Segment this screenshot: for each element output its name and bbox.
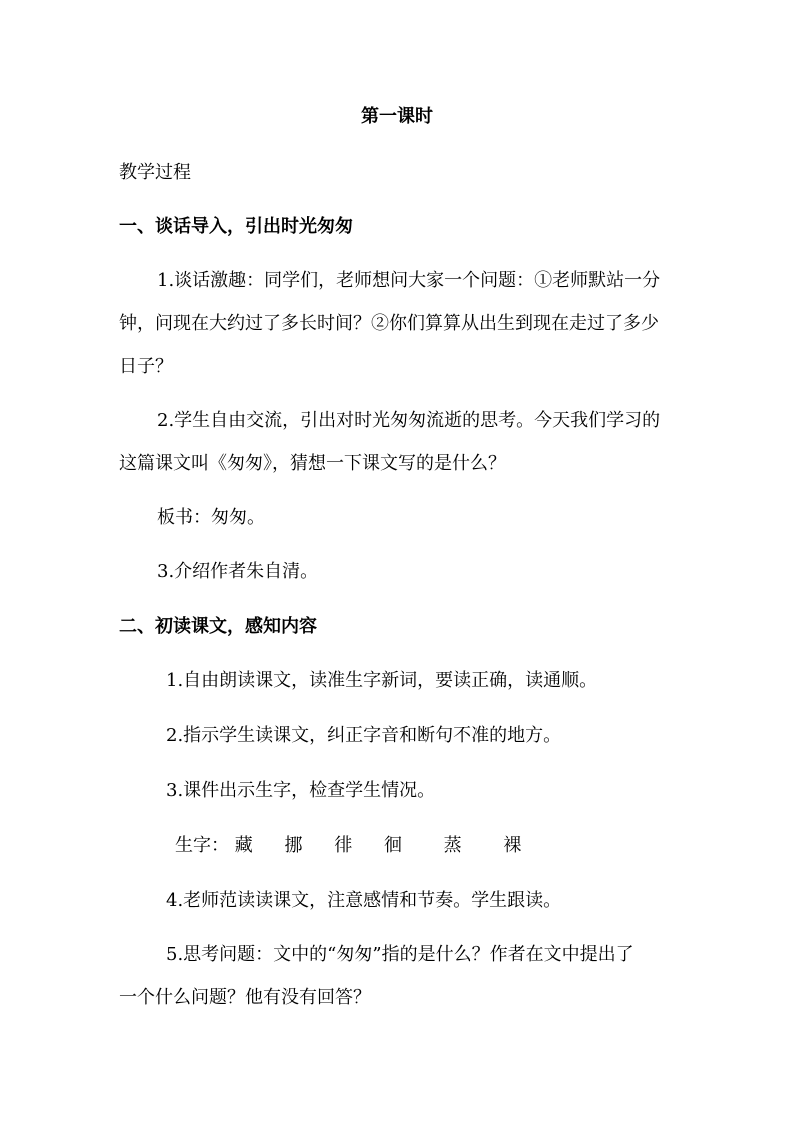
char-6: 裸 xyxy=(503,835,522,856)
part2-heading: 二、初读课文，感知内容 xyxy=(119,616,317,637)
part1-item1-line2: 钟，问现在大约过了多长时间？②你们算算从出生到现在走过了多少 xyxy=(119,313,659,334)
section-label: 教学过程 xyxy=(119,162,191,183)
part2-item5-line1: 5.思考问题：文中的“匆匆”指的是什么？作者在文中提出了 xyxy=(166,944,634,965)
part1-item3: 3.介绍作者朱自清。 xyxy=(157,561,319,582)
part2-item1: 1.自由朗读课文，读准生字新词，要读正确，读通顺。 xyxy=(166,670,598,691)
part1-item2-line1: 2.学生自由交流，引出对时光匆匆流逝的思考。今天我们学习的 xyxy=(157,410,661,431)
lesson-title: 第一课时 xyxy=(361,106,433,127)
part1-board-note: 板书：匆匆。 xyxy=(157,507,265,528)
part2-item5-line2: 一个什么问题？他有没有回答？ xyxy=(119,987,371,1008)
part2-item3: 3.课件出示生字，检查学生情况。 xyxy=(166,780,436,801)
char-3: 徘 xyxy=(334,835,353,856)
part1-item1-line3: 日子？ xyxy=(119,356,173,377)
part1-heading: 一、谈话导入，引出时光匆匆 xyxy=(119,216,353,237)
char-4: 徊 xyxy=(383,835,402,856)
char-5: 蒸 xyxy=(443,835,462,856)
part2-item4: 4.老师范读读课文，注意感情和节奏。学生跟读。 xyxy=(166,890,562,911)
new-characters-line xyxy=(175,835,521,857)
char-2: 挪 xyxy=(284,835,303,856)
chars-label: 生字： xyxy=(175,835,229,856)
part1-item1-line1: 1.谈话激趣：同学们，老师想问大家一个问题：①老师默站一分 xyxy=(157,270,661,291)
part2-item2: 2.指示学生读课文，纠正字音和断句不准的地方。 xyxy=(166,725,562,746)
part1-item2-line2: 这篇课文叫《匆匆》，猜想一下课文写的是什么？ xyxy=(119,453,506,474)
char-1: 藏 xyxy=(234,835,253,856)
